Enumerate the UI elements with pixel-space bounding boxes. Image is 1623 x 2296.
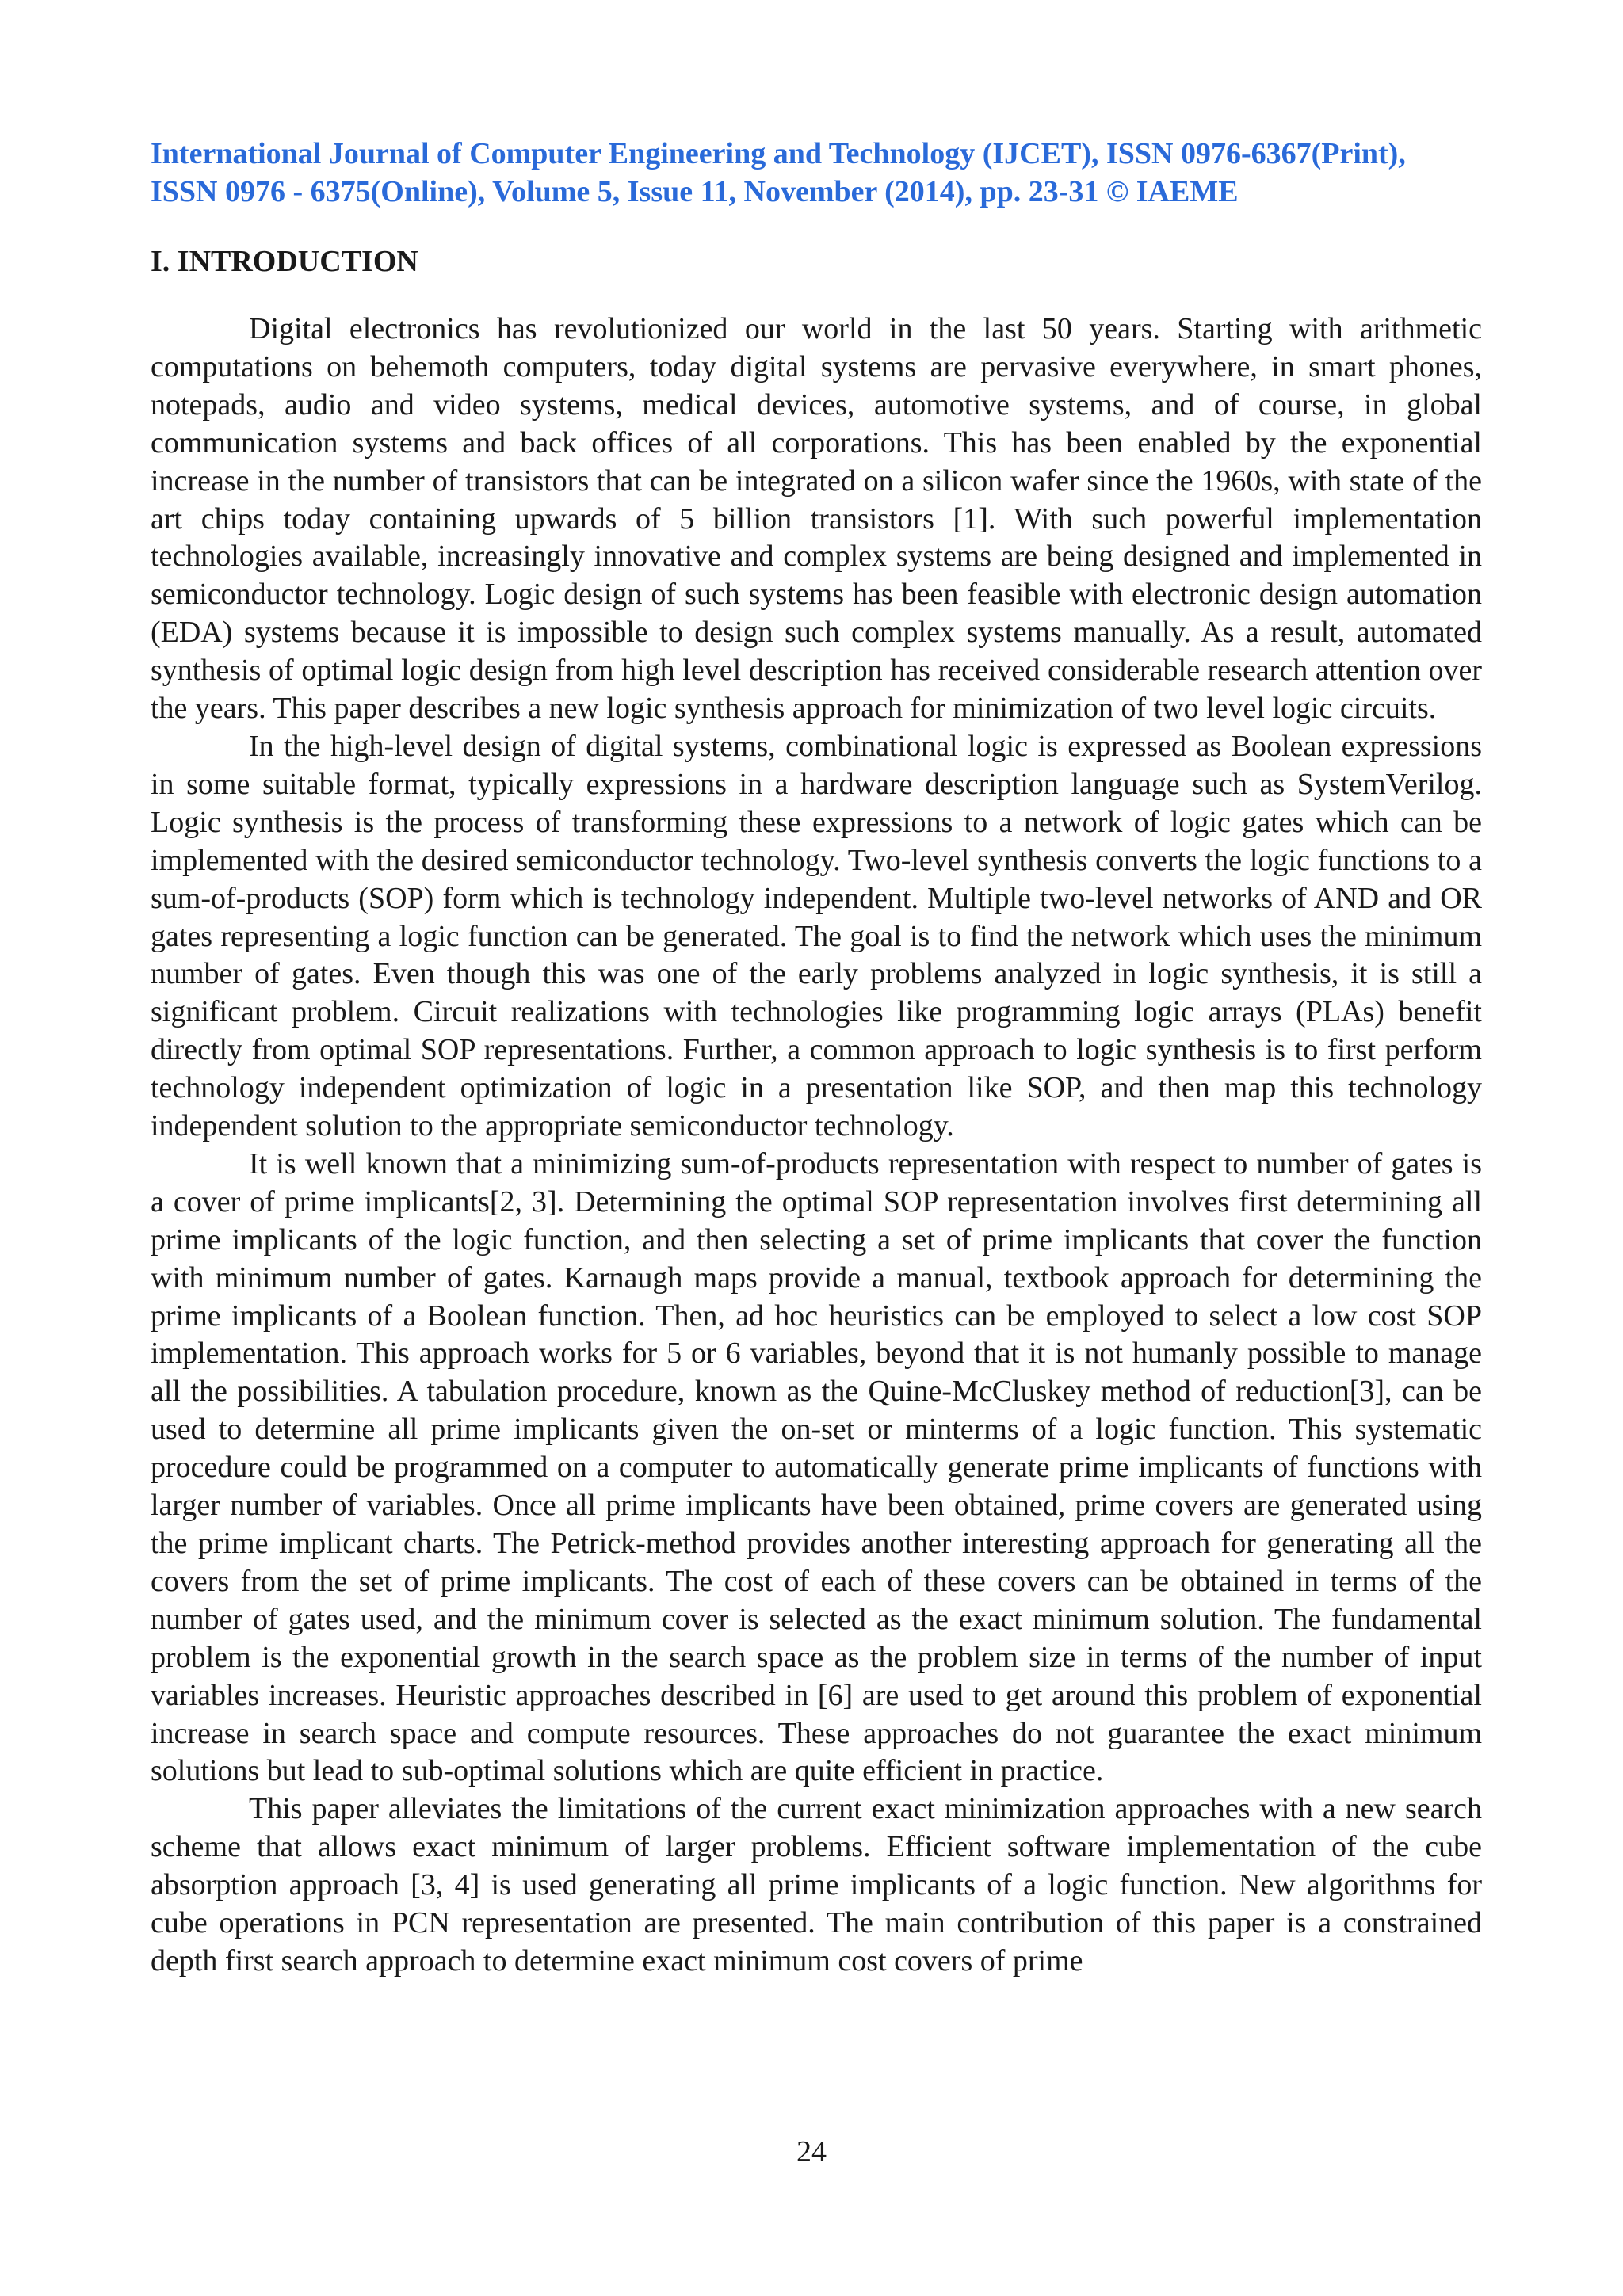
paragraph-2: In the high-level design of digital systems, combinational logic is expressed as Boolean expressions in some suitable format, typically expressions in a hardware description language such as SystemVerilog. Logic synthesis is the process of transforming these expressions to a network of logic gates which can be implemented with the desired semiconductor technology. Two-level synthesis converts the logic functions to a sum-of-products (SOP) form which is technology independent. Multiple two-level networks of AND and OR gates representing a logic function can be generated. The goal is to find the network which uses the minimum number of gates. Even though this was one of the early problems analyzed in logic synthesis, it is still a significant problem. Circuit realizations with technologies like programming logic arrays (PLAs) benefit directly from optimal SOP representations. Further, a common approach to logic synthesis is to first perform technology independent optimization of logic in a presentation like SOP, and then map this technology independent solution to the appropriate semiconductor technology.	[151, 729, 1482, 1143]
journal-header-line-2: ISSN 0976 - 6375(Online), Volume 5, Issue 11, November (2014), pp. 23-31 © IAEME	[151, 175, 1239, 208]
page-number: 24	[796, 2135, 827, 2168]
paragraph-4: This paper alleviates the limitations of the current exact minimization approaches with a new search scheme that allows exact minimum of larger problems. Efficient software implementation of the cube absorption approach [3, 4] is used generating all prime implicants of a logic function. New algorithms for cube operations in PCN representation are presented. The main contribution of this paper is a constrained depth first search approach to determine exact minimum cost covers of prime	[151, 1792, 1482, 1978]
paragraph-1: Digital electronics has revolutionized our world in the last 50 years. Starting with arithmetic computations on behemoth computers, today digital systems are pervasive everywhere, in smart phones, notepads, audio and video systems, medical devices, automotive systems, and of course, in global communication systems and back offices of all corporations. This has been enabled by the exponential increase in the number of transistors that can be integrated on a silicon wafer since the 1960s, with state of the art chips today containing upwards of 5 billion transistors [1]. With such powerful implementation technologies available, increasingly innovative and complex systems are being designed and implemented in semiconductor technology. Logic design of such systems has been feasible with electronic design automation (EDA) systems because it is impossible to design such complex systems manually. As a result, automated synthesis of optimal logic design from high level description has received considerable research attention over the years. This paper describes a new logic synthesis approach for minimization of two level logic circuits.	[151, 312, 1482, 726]
section-heading-introduction: I. INTRODUCTION	[151, 245, 418, 278]
journal-header	[151, 135, 1482, 211]
journal-header-line-1: International Journal of Computer Engineering and Technology (IJCET), ISSN 0976-6367(Print),	[151, 137, 1406, 170]
paper-page	[151, 135, 1482, 1981]
paragraph-3: It is well known that a minimizing sum-of-products representation with respect to number of gates is a cover of prime implicants[2, 3]. Determining the optimal SOP representation involves first determining all prime implicants of the logic function, and then selecting a set of prime implicants that cover the function with minimum number of gates. Karnaugh maps provide a manual, textbook approach for determining the prime implicants of a Boolean function. Then, ad hoc heuristics can be employed to select a low cost SOP implementation. This approach works for 5 or 6 variables, beyond that it is not humanly possible to manage all the possibilities. A tabulation procedure, known as the Quine-McCluskey method of reduction[3], can be used to determine all prime implicants given the on-set or minterms of a logic function. This systematic procedure could be programmed on a computer to automatically generate prime implicants of functions with larger number of variables. Once all prime implicants have been obtained, prime covers are generated using the prime implicant charts. The Petrick-method provides another interesting approach for generating all the covers from the set of prime implicants. The cost of each of these covers can be obtained in terms of the number of gates used, and the minimum cover is selected as the exact minimum solution. The fundamental problem is the exponential growth in the search space as the problem size in terms of the number of input variables increases. Heuristic approaches described in [6] are used to get around this problem of exponential increase in search space and compute resources. These approaches do not guarantee the exact minimum solutions but lead to sub-optimal solutions which are quite efficient in practice.	[151, 1146, 1482, 1788]
